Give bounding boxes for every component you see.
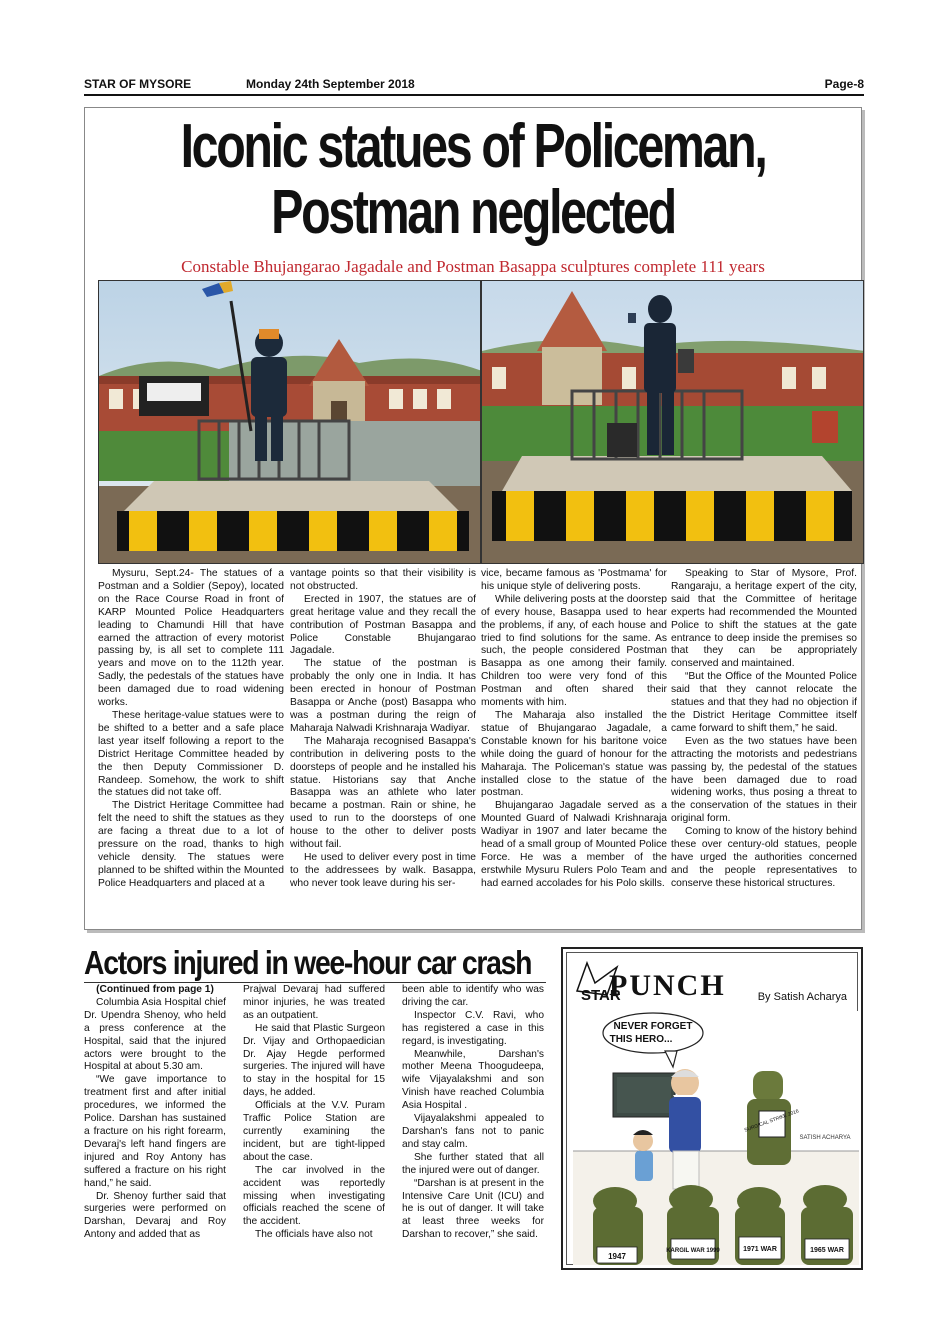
soldier-label: KARGIL WAR 1999 <box>666 1248 720 1254</box>
paragraph: He used to deliver every post in time to the addressees by walk. Basappa, who never took leave during his ser- <box>290 851 476 889</box>
continued-note: (Continued from page 1) <box>96 984 214 995</box>
cartoon-drawing <box>573 1011 859 1265</box>
crash-column-1 <box>84 984 226 1242</box>
masthead <box>84 76 864 96</box>
paper-name: STAR OF MYSORE <box>84 77 192 91</box>
main-column-1 <box>98 568 284 891</box>
issue-date: Monday 24th September 2018 <box>246 77 415 91</box>
paragraph: Even as the two statues have been attracting the motorists and pedestrians passing by, the pedestal of the statues have been damaged due to road widening works, thus posing a threat to the conservation of the statues in their original form. <box>671 735 857 825</box>
paragraph: vantage points so that their visibility is not obstructed. <box>290 568 476 592</box>
soldier-label: 1965 WAR <box>810 1247 844 1254</box>
paragraph: She further stated that all the injured were out of danger. <box>402 1151 544 1176</box>
paragraph: The statue of the postman is probably the only one in India. It has been erected in honour of Postman Basappa or Anche (post) Basappa who was a postman during the reign of Maharaja Nalwadi Krishnaraja Wadiyar. <box>290 658 476 734</box>
headline-line-1: Iconic statues of Policeman, <box>180 112 766 181</box>
paragraph: “We gave importance to treatment first and after initial procedures, we informed the Police. Darshan has sustained a fracture on his right forearm, Devaraj's left hand fingers are injured and Roy Antony has suffered a fracture on his right hand,” he said. <box>84 1074 226 1189</box>
crash-column-3 <box>402 984 544 1242</box>
main-story <box>84 107 862 930</box>
main-column-2 <box>290 568 476 891</box>
soldier-label: 1947 <box>608 1252 626 1261</box>
paragraph: These heritage-value statues were to be shifted to a better and a safe place last year itself following a report to the District Heritage Committee headed by the then Deputy Commissioner D. Randeep. Somehow, the work to shift the statues did not take off. <box>98 709 284 799</box>
policeman-statue-photo <box>98 280 481 564</box>
paragraph: Erected in 1907, the statues are of great heritage value and they recall the contribution of Postman Basappa and Police Constable Bhujangarao Jagadale. <box>290 593 476 657</box>
postman-statue-photo <box>481 280 864 564</box>
crash-headline: Actors injured in wee-hour car crash <box>84 944 532 981</box>
paragraph: Vijayalakshmi appealed to Darshan's fans not to panic and stay calm. <box>402 1113 544 1150</box>
paragraph: The District Heritage Committee had felt the need to shift the statues as they are facing a threat due to a lot of pressure on the road, thanks to high vehicle density. The statues were planned to be shifted within the Mounted Police Headquarters and placed at a <box>98 800 284 889</box>
paragraph: The car involved in the accident was reportedly missing when investigating officials reached the scene of the accident. <box>243 1164 385 1228</box>
soldier-label: 1971 WAR <box>743 1246 777 1253</box>
paragraph: Dr. Shenoy further said that surgeries were performed on Darshan, Devaraj and Roy Antony and added that as <box>84 1190 226 1241</box>
paragraph: Columbia Asia Hospital chief Dr. Upendra Shenoy, who held a press conference at the Hospital, said that the injured actors were brought to the Hospital at about 5.30 am. <box>84 996 226 1073</box>
paragraph: The Maharaja recognised Basappa's contribution in delivering posts to the doorsteps of people and he installed his statue. Historians say that Anche Basappa was an athlete who later became a postman. Rain or shine, he used to run to the doorsteps of one house to the other to deliver posts without fail. <box>290 735 476 851</box>
star-punch-cartoon-box <box>561 947 863 1270</box>
main-subhead: Constable Bhujangarao Jagadale and Postman Basappa sculptures complete 111 years <box>181 257 765 276</box>
paragraph: Prajwal Devaraj had suffered minor injuries, he was treated as an outpatient. <box>243 984 385 1021</box>
headline-line-2: Postman neglected <box>271 178 675 247</box>
main-column-3 <box>481 568 667 891</box>
punch-title: PUNCH <box>609 969 726 1002</box>
main-column-4 <box>671 568 857 891</box>
paragraph: Mysuru, Sept.24- The statues of a Postman and a Soldier (Sepoy), located on the Race Course Road in front of KARP Mounted Police Headquarters leading to Chamundi Hill that have earned the attraction of every motorist passing by, is all set to complete 111 years and move on to the 112th year. Sadly, the pedestals of the statues have been damaged due to road widening works. <box>98 568 284 709</box>
punch-frame <box>566 952 858 1265</box>
paragraph: vice, became famous as 'Postmama' for his unique style of delivering posts. <box>481 568 667 592</box>
crash-divider <box>84 982 546 983</box>
cartoon-signature: SATISH ACHARYA <box>799 1135 851 1141</box>
paragraph: Coming to know of the history behind these over century-old statues, people have urged the authorities concerned and the people representatives to conserve these historical structures. <box>671 826 857 889</box>
paragraph: Meanwhile, Darshan's mother Meena Thoogudeepa, wife Vijayalakshmi and son Vinish have reached Columbia Asia Hospital . <box>402 1048 544 1112</box>
board-label: SURGICAL STRIKE 2016 <box>743 1108 800 1134</box>
paragraph: The Maharaja also installed the statue of Bhujangarao Jagadale, a Constable known for his baritone voice while doing the guard of honour for the Maharaja. The Policeman's statue was installed close to the statue of the postman. <box>481 709 667 799</box>
paragraph: He said that Plastic Surgeon Dr. Vijay and Orthopaedician Dr. Ajay Hegde performed surgeries. The injured will have to stay in the hospital for 15 days, he added. <box>243 1022 385 1099</box>
punch-star-label: STAR <box>581 987 621 1004</box>
paragraph: Speaking to Star of Mysore, Prof. Rangaraju, a heritage expert of the city, said that the Committee of heritage experts had recommended the Mounted Police to shift the statues at the gate entrance to deep inside the premises so that they can be appropriately conserved and maintained. <box>671 568 857 670</box>
main-headline <box>170 114 775 246</box>
paragraph: Officials at the V.V. Puram Traffic Police Station are currently examining the incident, but are tight-lipped about the case. <box>243 1100 385 1163</box>
crash-column-2 <box>243 984 385 1242</box>
bubble-line-1: NEVER FORGET <box>613 1021 693 1032</box>
paragraph: Inspector C.V. Ravi, who has registered a case in this regard, is investigating. <box>402 1009 544 1047</box>
paragraph: “But the Office of the Mounted Police said that they cannot relocate the statues and that they had no objection if the District Heritage Committee itself came forward to shift them,” he said. <box>671 671 857 734</box>
paragraph: The officials have also not <box>255 1229 373 1241</box>
page-number: Page-8 <box>824 77 864 91</box>
bubble-line-2: THIS HERO... <box>609 1034 673 1045</box>
paragraph: While delivering posts at the doorstep of every house, Basappa used to hear the problems, if any, of each house and tried to find solutions for the same. As such, the people considered Postman Basappa as one among their family. Children too were very fond of this Postman and often shared their moments with him. <box>481 593 667 709</box>
paragraph: Bhujangarao Jagadale served as a Mounted Guard of Nalwadi Krishnaraja Wadiyar in 1907 and later became the head of a small group of Mounted Police Force. He was a member of the erstwhile Mysuru Rulers Polo Team and had earned accolades for his Polo skills. <box>481 800 667 889</box>
paragraph: been able to identify who was driving the car. <box>402 984 544 1008</box>
paragraph: “Darshan is at present in the Intensive Care Unit (ICU) and he is out of danger. It will take at least three weeks for Darshan to recover,” she said. <box>402 1177 544 1241</box>
punch-byline: By Satish Acharya <box>757 991 847 1003</box>
